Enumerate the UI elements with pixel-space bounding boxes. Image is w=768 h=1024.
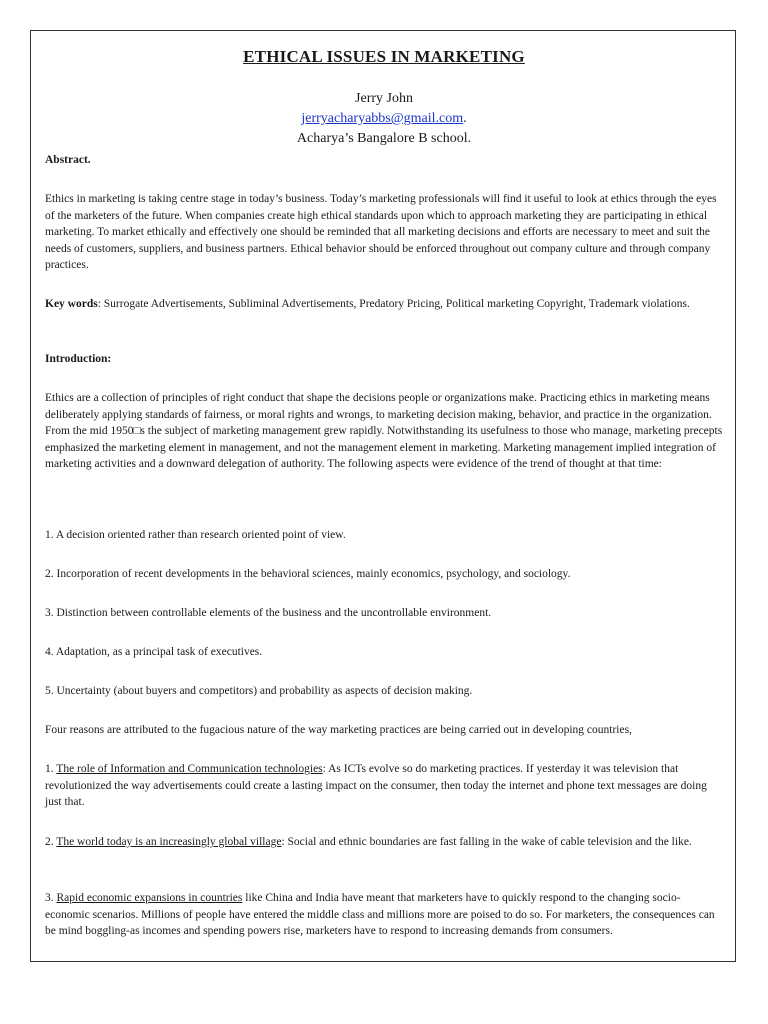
list-item: 2. Incorporation of recent developments in the behavioral sciences, mainly economics, psychology, and sociology.	[45, 568, 571, 580]
document-title: ETHICAL ISSUES IN MARKETING	[243, 47, 525, 66]
list-item: 5. Uncertainty (about buyers and competitors) and probability as aspects of decision making.	[45, 685, 473, 697]
author-email-link[interactable]: jerryacharyabbs@gmail.com	[301, 111, 464, 126]
list-item: 4. Adaptation, as a principal task of executives.	[45, 646, 263, 658]
author-name: Jerry John	[355, 91, 413, 106]
list-item: 1. A decision oriented rather than research oriented point of view.	[45, 529, 346, 541]
keywords-text: : Surrogate Advertisements, Subliminal Advertisements, Predatory Pricing, Political marketing Copyright, Trademark violations.	[97, 298, 690, 310]
list-item: 3. Distinction between controllable elements of the business and the uncontrollable environment.	[45, 607, 492, 619]
author-email-suffix: .	[463, 111, 467, 126]
document-body	[45, 45, 723, 938]
reason-item	[45, 834, 723, 851]
abstract-text: Ethics in marketing is taking centre stage in today’s business. Today’s marketing professionals will find it useful to look at ethics through the eyes of the marketers of the future. When companies create high ethical standards upon which to approach marketing they are participating in ethical marketing. To market ethically and effectively one should be reminded that all marketing decisions and efforts are necessary to meet and suit the needs of customers, suppliers, and business partners. Ethical behavior should be enforced throughout out company culture and through company practices.	[45, 193, 717, 272]
reason-number: 3.	[45, 892, 57, 904]
keywords-label: Key words	[45, 298, 98, 310]
reason-title: The world today is an increasingly global village	[56, 836, 282, 848]
reason-item	[45, 890, 723, 940]
page-border	[30, 30, 736, 962]
keywords-paragraph	[45, 296, 723, 313]
reason-title: Rapid economic expansions in countries	[56, 892, 243, 904]
introduction-paragraph: Ethics are a collection of principles of right conduct that shape the decisions people or organizations make. Practicing ethics in marketing means deliberately applying standards of fairness, or moral rights and wrongs, to marketing decision making, behavior, and practice in the organization. From the mid 1950□s the subject of marketing management grew rapidly. Notwithstanding its usefulness to those who manage, marketing precepts emphasized the marketing element in management, and not the management element in marketing. Marketing management implied integration of marketing activities and a downward delegation of authority. The following aspects were evidence of the trend of thought at that time:	[45, 392, 723, 471]
reason-text: like China and India have meant that marketers have to quickly respond to the changing socio-economic scenarios. Millions of people have entered the middle class and millions more are poised to do so. For marketers, the consequences can be mind boggling-as incomes and spending powers rise, marketers have to respond to increasing demands from consumers.	[45, 892, 715, 938]
author-block	[45, 89, 723, 149]
reason-title: The role of Information and Communication technologies	[56, 763, 323, 775]
reason-number: 1.	[45, 763, 57, 775]
reason-item	[45, 761, 723, 811]
reason-text: : Social and ethnic boundaries are fast falling in the wake of cable television and the like.	[281, 836, 692, 848]
reason-number: 2.	[45, 836, 57, 848]
introduction-heading: Introduction:	[45, 353, 112, 365]
reason-text: : As ICTs evolve so do marketing practices. If yesterday it was television that revolutionized the way advertisements could create a lasting impact on the consumer, then today the internet and phone text messages are doing just that.	[45, 763, 707, 809]
reasons-intro: Four reasons are attributed to the fugacious nature of the way marketing practices are being carried out in developing countries,	[45, 724, 632, 736]
abstract-heading: Abstract.	[45, 154, 91, 166]
author-affiliation: Acharya’s Bangalore B school.	[296, 131, 472, 146]
author-email-line	[45, 109, 723, 129]
